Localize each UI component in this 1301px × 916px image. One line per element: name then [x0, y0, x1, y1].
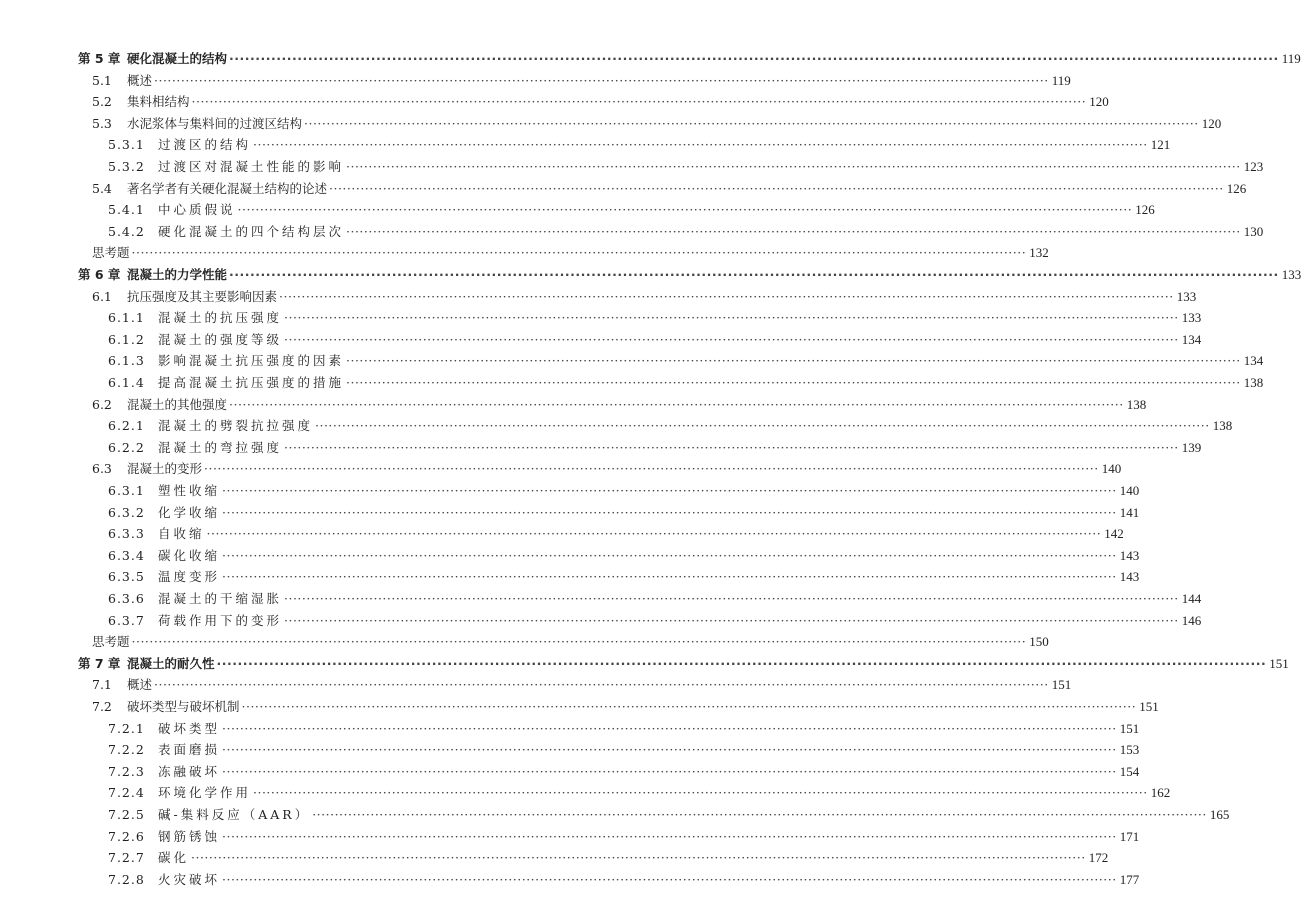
entry-title: 表面磨损: [158, 742, 221, 758]
entry-number: 6.3.4: [108, 547, 145, 563]
entry-title: 荷载作用下的变形: [158, 612, 283, 628]
toc-entry[interactable]: [0, 458, 1122, 479]
entry-title: 化学收缩: [158, 504, 221, 520]
dot-leader: ········································································································································································································: [222, 828, 1117, 844]
entry-number: 6.3.2: [108, 504, 145, 520]
dot-leader: ········································································································································································································: [312, 807, 1207, 822]
page-number: 177: [1119, 871, 1140, 887]
toc-entry[interactable]: [0, 502, 1140, 523]
page-number: 143: [1119, 569, 1140, 585]
page-number: 140: [1101, 461, 1122, 477]
toc-entry[interactable]: [0, 696, 1159, 717]
dot-leader: ········································································································································································································: [154, 677, 1049, 693]
toc-entry[interactable]: [0, 782, 1171, 803]
page-number: 151: [1119, 720, 1140, 736]
toc-entry[interactable]: [0, 372, 1264, 393]
entry-number: 7.2.1: [108, 720, 145, 736]
toc-entry[interactable]: [0, 242, 1049, 263]
dot-leader: ········································································································································································································: [284, 439, 1179, 455]
entry-title: 碳化: [158, 850, 190, 866]
entry-title: 硬化混凝土的结构: [127, 51, 228, 66]
entry-number: 7.2.3: [108, 763, 145, 779]
page-number: 140: [1119, 483, 1140, 498]
entry-number: 5.3.1: [108, 137, 145, 153]
entry-number: 5.2: [92, 94, 112, 110]
page-number: 162: [1150, 785, 1171, 801]
entry-number: 6.3: [92, 461, 112, 477]
page-number: 121: [1150, 137, 1171, 153]
entry-number: 6.3.3: [108, 526, 145, 542]
toc-entry[interactable]: [0, 415, 1233, 436]
dot-leader: ········································································································································································································: [222, 547, 1117, 563]
entry-number: 7.2.7: [108, 850, 145, 866]
toc-entry[interactable]: [0, 307, 1202, 328]
page-number: 126: [1135, 202, 1155, 218]
entry-number: 第 6 章: [78, 267, 121, 282]
toc-entry[interactable]: [0, 523, 1124, 544]
toc-entry[interactable]: [0, 394, 1147, 415]
toc-entry[interactable]: [0, 221, 1264, 242]
entry-title: 混凝土的抗压强度: [158, 310, 283, 326]
toc-entry[interactable]: [0, 588, 1202, 609]
toc-chapter-entry[interactable]: [0, 264, 1301, 285]
toc-chapter-entry[interactable]: [0, 653, 1289, 674]
dot-leader: ········································································································································································································: [229, 396, 1124, 412]
dot-leader: ········································································································································································································: [284, 612, 1179, 628]
dot-leader: ········································································································································································································: [216, 655, 1267, 671]
dot-leader: ········································································································································································································: [191, 850, 1086, 866]
entry-title: 思考题: [92, 634, 130, 650]
toc-chapter-entry[interactable]: [0, 48, 1301, 69]
dot-leader: ········································································································································································································: [241, 699, 1137, 714]
dot-leader: ········································································································································································································: [253, 137, 1148, 153]
entry-title: 过渡区对混凝土性能的影响: [158, 159, 345, 174]
entry-title: 混凝土的耐久性: [127, 655, 215, 671]
toc-entry[interactable]: [0, 631, 1049, 652]
entry-title: 碳化收缩: [158, 547, 221, 563]
page-number: 132: [1029, 245, 1049, 261]
toc-entry[interactable]: [0, 610, 1202, 631]
entry-number: 第 7 章: [78, 655, 121, 671]
page-number: 151: [1139, 699, 1159, 714]
entry-title: 过渡区的结构: [158, 137, 252, 153]
entry-number: 6.1: [92, 288, 112, 304]
entry-title: 塑性收缩: [158, 483, 221, 498]
dot-leader: ········································································································································································································: [346, 159, 1241, 174]
page-number: 139: [1181, 439, 1202, 455]
page-number: 119: [1281, 51, 1301, 66]
entry-title: 钢筋锈蚀: [158, 828, 221, 844]
dot-leader: ········································································································································································································: [229, 267, 1279, 282]
entry-number: 5.4: [92, 180, 112, 196]
entry-title: 混凝土的弯拉强度: [158, 439, 283, 455]
entry-title: 概述: [127, 677, 153, 693]
entry-number: 6.2.1: [108, 418, 145, 434]
entry-number: 6.1.2: [108, 331, 145, 347]
toc-entry[interactable]: [0, 566, 1140, 587]
page-number: 134: [1181, 331, 1202, 347]
toc-entry[interactable]: [0, 718, 1140, 739]
entry-number: 6.3.6: [108, 591, 145, 606]
page-number: 134: [1243, 353, 1264, 369]
dot-leader: ········································································································································································································: [329, 180, 1224, 196]
dot-leader: ········································································································································································································: [315, 418, 1210, 434]
entry-title: 混凝土的强度等级: [158, 331, 283, 347]
page-number: 144: [1181, 591, 1202, 606]
entry-number: 7.2.5: [108, 807, 145, 822]
dot-leader: ········································································································································································································: [222, 720, 1117, 736]
page-number: 154: [1119, 763, 1140, 779]
entry-title: 著名学者有关硬化混凝土结构的论述: [127, 180, 328, 196]
page-number: 151: [1051, 677, 1072, 693]
entry-title: 破坏类型与破坏机制: [127, 699, 240, 714]
dot-leader: ········································································································································································································: [131, 245, 1027, 261]
dot-leader: ········································································································································································································: [279, 288, 1174, 304]
page-number: 150: [1029, 634, 1049, 650]
page-number: 120: [1201, 115, 1222, 131]
entry-number: 第 5 章: [78, 51, 121, 66]
page-number: 138: [1212, 418, 1233, 434]
page-number: 172: [1088, 850, 1109, 866]
dot-leader: ········································································································································································································: [206, 526, 1102, 542]
dot-leader: ········································································································································································································: [284, 591, 1179, 606]
toc-entry[interactable]: [0, 739, 1140, 760]
entry-number: 7.2.8: [108, 871, 145, 887]
dot-leader: ········································································································································································································: [131, 634, 1027, 650]
dot-leader: ········································································································································································································: [222, 569, 1117, 585]
dot-leader: ········································································································································································································: [222, 871, 1117, 887]
toc-entry[interactable]: [0, 545, 1140, 566]
toc-entry[interactable]: [0, 350, 1264, 371]
entry-title: 碱-集料反应（AAR）: [158, 807, 311, 822]
entry-number: 7.2: [92, 699, 112, 714]
entry-number: 7.2.6: [108, 828, 145, 844]
entry-title: 中心质假说: [158, 202, 236, 218]
dot-leader: ········································································································································································································: [346, 223, 1241, 239]
entry-number: 5.3.2: [108, 159, 145, 174]
dot-leader: ········································································································································································································: [204, 461, 1099, 477]
dot-leader: ········································································································································································································: [346, 375, 1241, 390]
page-number: 143: [1119, 547, 1140, 563]
entry-number: 6.3.5: [108, 569, 145, 585]
toc-entry[interactable]: [0, 286, 1197, 307]
dot-leader: ········································································································································································································: [237, 202, 1133, 218]
toc-entry[interactable]: [0, 134, 1171, 155]
entry-number: 5.1: [92, 72, 112, 88]
entry-title: 硬化混凝土的四个结构层次: [158, 223, 345, 239]
page-number: 153: [1119, 742, 1140, 758]
entry-title: 环境化学作用: [158, 785, 252, 801]
entry-number: 6.1.4: [108, 375, 145, 390]
entry-number: 6.2.2: [108, 439, 145, 455]
toc-entry[interactable]: [0, 199, 1155, 220]
dot-leader: ········································································································································································································: [222, 742, 1117, 758]
toc-entry[interactable]: [0, 761, 1140, 782]
toc-entry[interactable]: [0, 480, 1140, 501]
toc-entry[interactable]: [0, 674, 1072, 695]
entry-title: 混凝土的力学性能: [127, 267, 228, 282]
dot-leader: ········································································································································································································: [154, 72, 1049, 88]
entry-title: 混凝土的其他强度: [127, 396, 228, 412]
entry-title: 思考题: [92, 245, 130, 261]
toc-entry[interactable]: [0, 178, 1247, 199]
page-number: 130: [1243, 223, 1264, 239]
entry-number: 5.3: [92, 115, 112, 131]
toc-entry[interactable]: [0, 156, 1264, 177]
toc-entry[interactable]: [0, 113, 1222, 134]
entry-number: 5.4.2: [108, 223, 145, 239]
entry-title: 冻融破坏: [158, 763, 221, 779]
entry-title: 混凝土的变形: [127, 461, 203, 477]
dot-leader: ········································································································································································································: [304, 115, 1199, 131]
dot-leader: ········································································································································································································: [222, 763, 1117, 779]
toc-entry[interactable]: [0, 804, 1230, 825]
toc-entry[interactable]: [0, 91, 1109, 112]
entry-title: 混凝土的干缩湿胀: [158, 591, 283, 606]
entry-number: 5.4.1: [108, 202, 145, 218]
dot-leader: ········································································································································································································: [284, 331, 1179, 347]
entry-number: 6.2: [92, 396, 112, 412]
dot-leader: ········································································································································································································: [253, 785, 1148, 801]
page-number: 120: [1089, 94, 1109, 110]
page-number: 146: [1181, 612, 1202, 628]
entry-title: 自收缩: [158, 526, 205, 542]
dot-leader: ········································································································································································································: [346, 353, 1241, 369]
toc-entry[interactable]: [0, 70, 1071, 91]
entry-title: 概述: [127, 72, 153, 88]
entry-number: 6.3.1: [108, 483, 145, 498]
dot-leader: ········································································································································································································: [191, 94, 1087, 110]
page-number: 123: [1243, 159, 1264, 174]
page-number: 126: [1226, 180, 1247, 196]
toc-entry[interactable]: [0, 847, 1109, 868]
dot-leader: ········································································································································································································: [284, 310, 1179, 326]
entry-title: 集料相结构: [127, 94, 190, 110]
entry-title: 水泥浆体与集料间的过渡区结构: [127, 115, 303, 131]
entry-number: 6.1.3: [108, 353, 145, 369]
dot-leader: ········································································································································································································: [222, 504, 1117, 520]
dot-leader: ········································································································································································································: [222, 483, 1117, 498]
toc-entry[interactable]: [0, 869, 1140, 890]
page-number: 165: [1209, 807, 1230, 822]
entry-number: 7.2.4: [108, 785, 145, 801]
entry-number: 6.1.1: [108, 310, 145, 326]
entry-number: 7.1: [92, 677, 112, 693]
page-number: 133: [1181, 310, 1202, 326]
page-number: 141: [1119, 504, 1140, 520]
page-number: 142: [1104, 526, 1124, 542]
page-number: 138: [1126, 396, 1147, 412]
page-number: 151: [1269, 655, 1289, 671]
toc-entry[interactable]: [0, 826, 1140, 847]
entry-title: 抗压强度及其主要影响因素: [127, 288, 278, 304]
page-number: 133: [1176, 288, 1197, 304]
entry-title: 温度变形: [158, 569, 221, 585]
entry-title: 混凝土的劈裂抗拉强度: [158, 418, 314, 434]
toc-entry[interactable]: [0, 437, 1202, 458]
page-number: 119: [1051, 72, 1071, 88]
page-number: 171: [1119, 828, 1140, 844]
entry-number: 7.2.2: [108, 742, 145, 758]
entry-title: 火灾破坏: [158, 871, 221, 887]
entry-number: 6.3.7: [108, 612, 145, 628]
entry-title: 提高混凝土抗压强度的措施: [158, 375, 345, 390]
dot-leader: ········································································································································································································: [229, 51, 1279, 66]
entry-title: 影响混凝土抗压强度的因素: [158, 353, 345, 369]
page-number: 133: [1281, 267, 1301, 282]
toc-entry[interactable]: [0, 329, 1202, 350]
page-number: 138: [1243, 375, 1264, 390]
entry-title: 破坏类型: [158, 720, 221, 736]
